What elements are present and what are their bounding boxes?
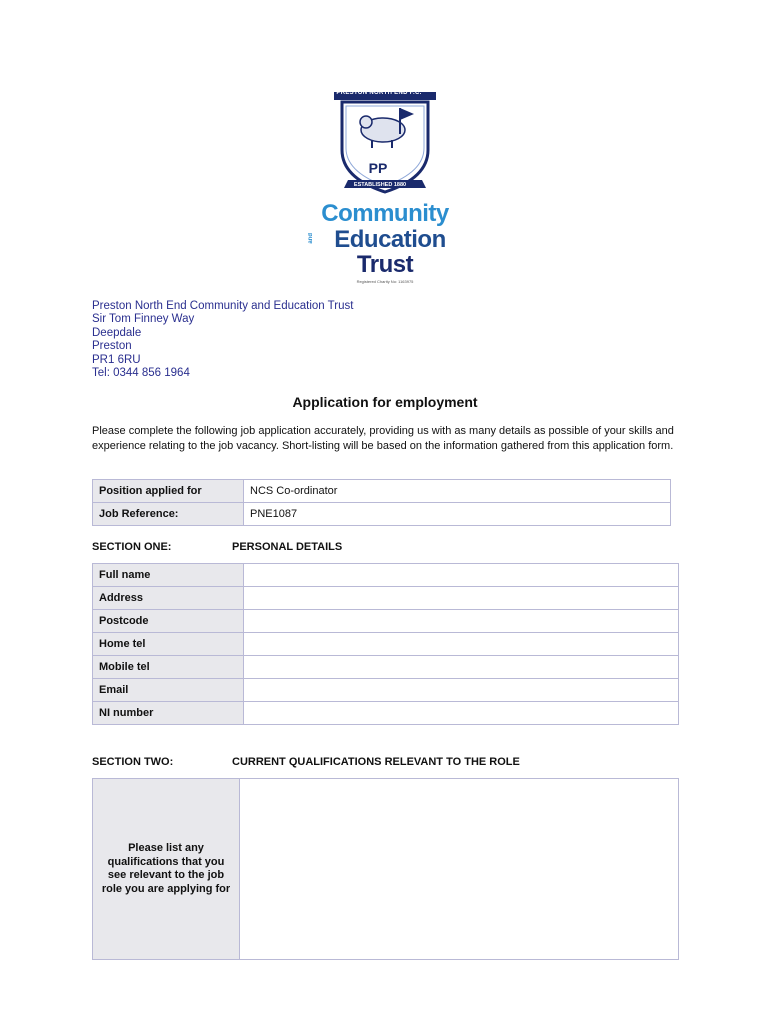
section-number: SECTION TWO: [92,756,174,768]
address-field[interactable] [244,587,679,610]
table-row [93,679,679,702]
job-reference-value[interactable]: PNE1087 [244,503,671,526]
address-telephone: Tel: 0344 856 1964 [92,367,190,380]
brand-trust: Trust [356,251,414,278]
ni-number-field[interactable] [244,702,679,725]
table-row [93,587,679,610]
home-tel-label: Home tel [93,633,244,656]
address-line: Sir Tom Finney Way [92,313,195,326]
ni-number-label: NI number [93,702,244,725]
table-row [93,656,679,679]
crest-top-text: PRESTON NORTH END F.C. [336,90,422,96]
address-line: Preston [92,340,132,353]
address-line: Preston North End Community and Education Trust [92,300,354,312]
crest-established: ESTABLISHED 1880 [353,182,407,188]
postcode-field[interactable] [244,610,679,633]
organisation-address [92,300,353,380]
table-row [93,480,671,503]
page-title: Application for employment [292,394,478,410]
address-line: PR1 6RU [92,353,141,366]
brand-tagline: Registered Charity No: 1163975 [356,279,414,284]
address-line: Deepdale [92,326,142,339]
postcode-label: Postcode [93,610,244,633]
qualifications-table [92,778,679,960]
job-reference-label: Job Reference: [93,503,244,526]
email-label: Email [93,679,244,702]
section-number: SECTION ONE: [92,541,172,553]
brand-education: Education [334,226,446,253]
brand-and: and [308,233,314,244]
table-row [93,610,679,633]
table-row [93,564,679,587]
full-name-field[interactable] [244,564,679,587]
home-tel-field[interactable] [244,633,679,656]
personal-details-table [92,563,679,725]
position-value[interactable]: NCS Co-ordinator [244,480,671,503]
table-row [93,779,679,960]
mobile-tel-field[interactable] [244,656,679,679]
trust-logo [300,88,470,288]
qualifications-field[interactable] [240,779,679,960]
mobile-tel-label: Mobile tel [93,656,244,679]
position-table [92,479,671,526]
crest-initials: PP [368,160,388,176]
table-row [93,702,679,725]
email-field[interactable] [244,679,679,702]
table-row [93,633,679,656]
intro-paragraph: Please complete the following job application accurately, providing us with as many details as possible of your skills and experience relating to the job vacancy. Short-listing will be based on the information gathered from this application form. [92,425,674,452]
section-name: CURRENT QUALIFICATIONS RELEVANT TO THE ROLE [232,756,520,768]
section-name: PERSONAL DETAILS [232,541,343,553]
full-name-label: Full name [93,564,244,587]
position-label: Position applied for [93,480,244,503]
address-label: Address [93,587,244,610]
qualifications-prompt: Please list any qualifications that you see relevant to the job role you are applying for [93,779,240,960]
table-row [93,503,671,526]
brand-community: Community [321,200,449,227]
